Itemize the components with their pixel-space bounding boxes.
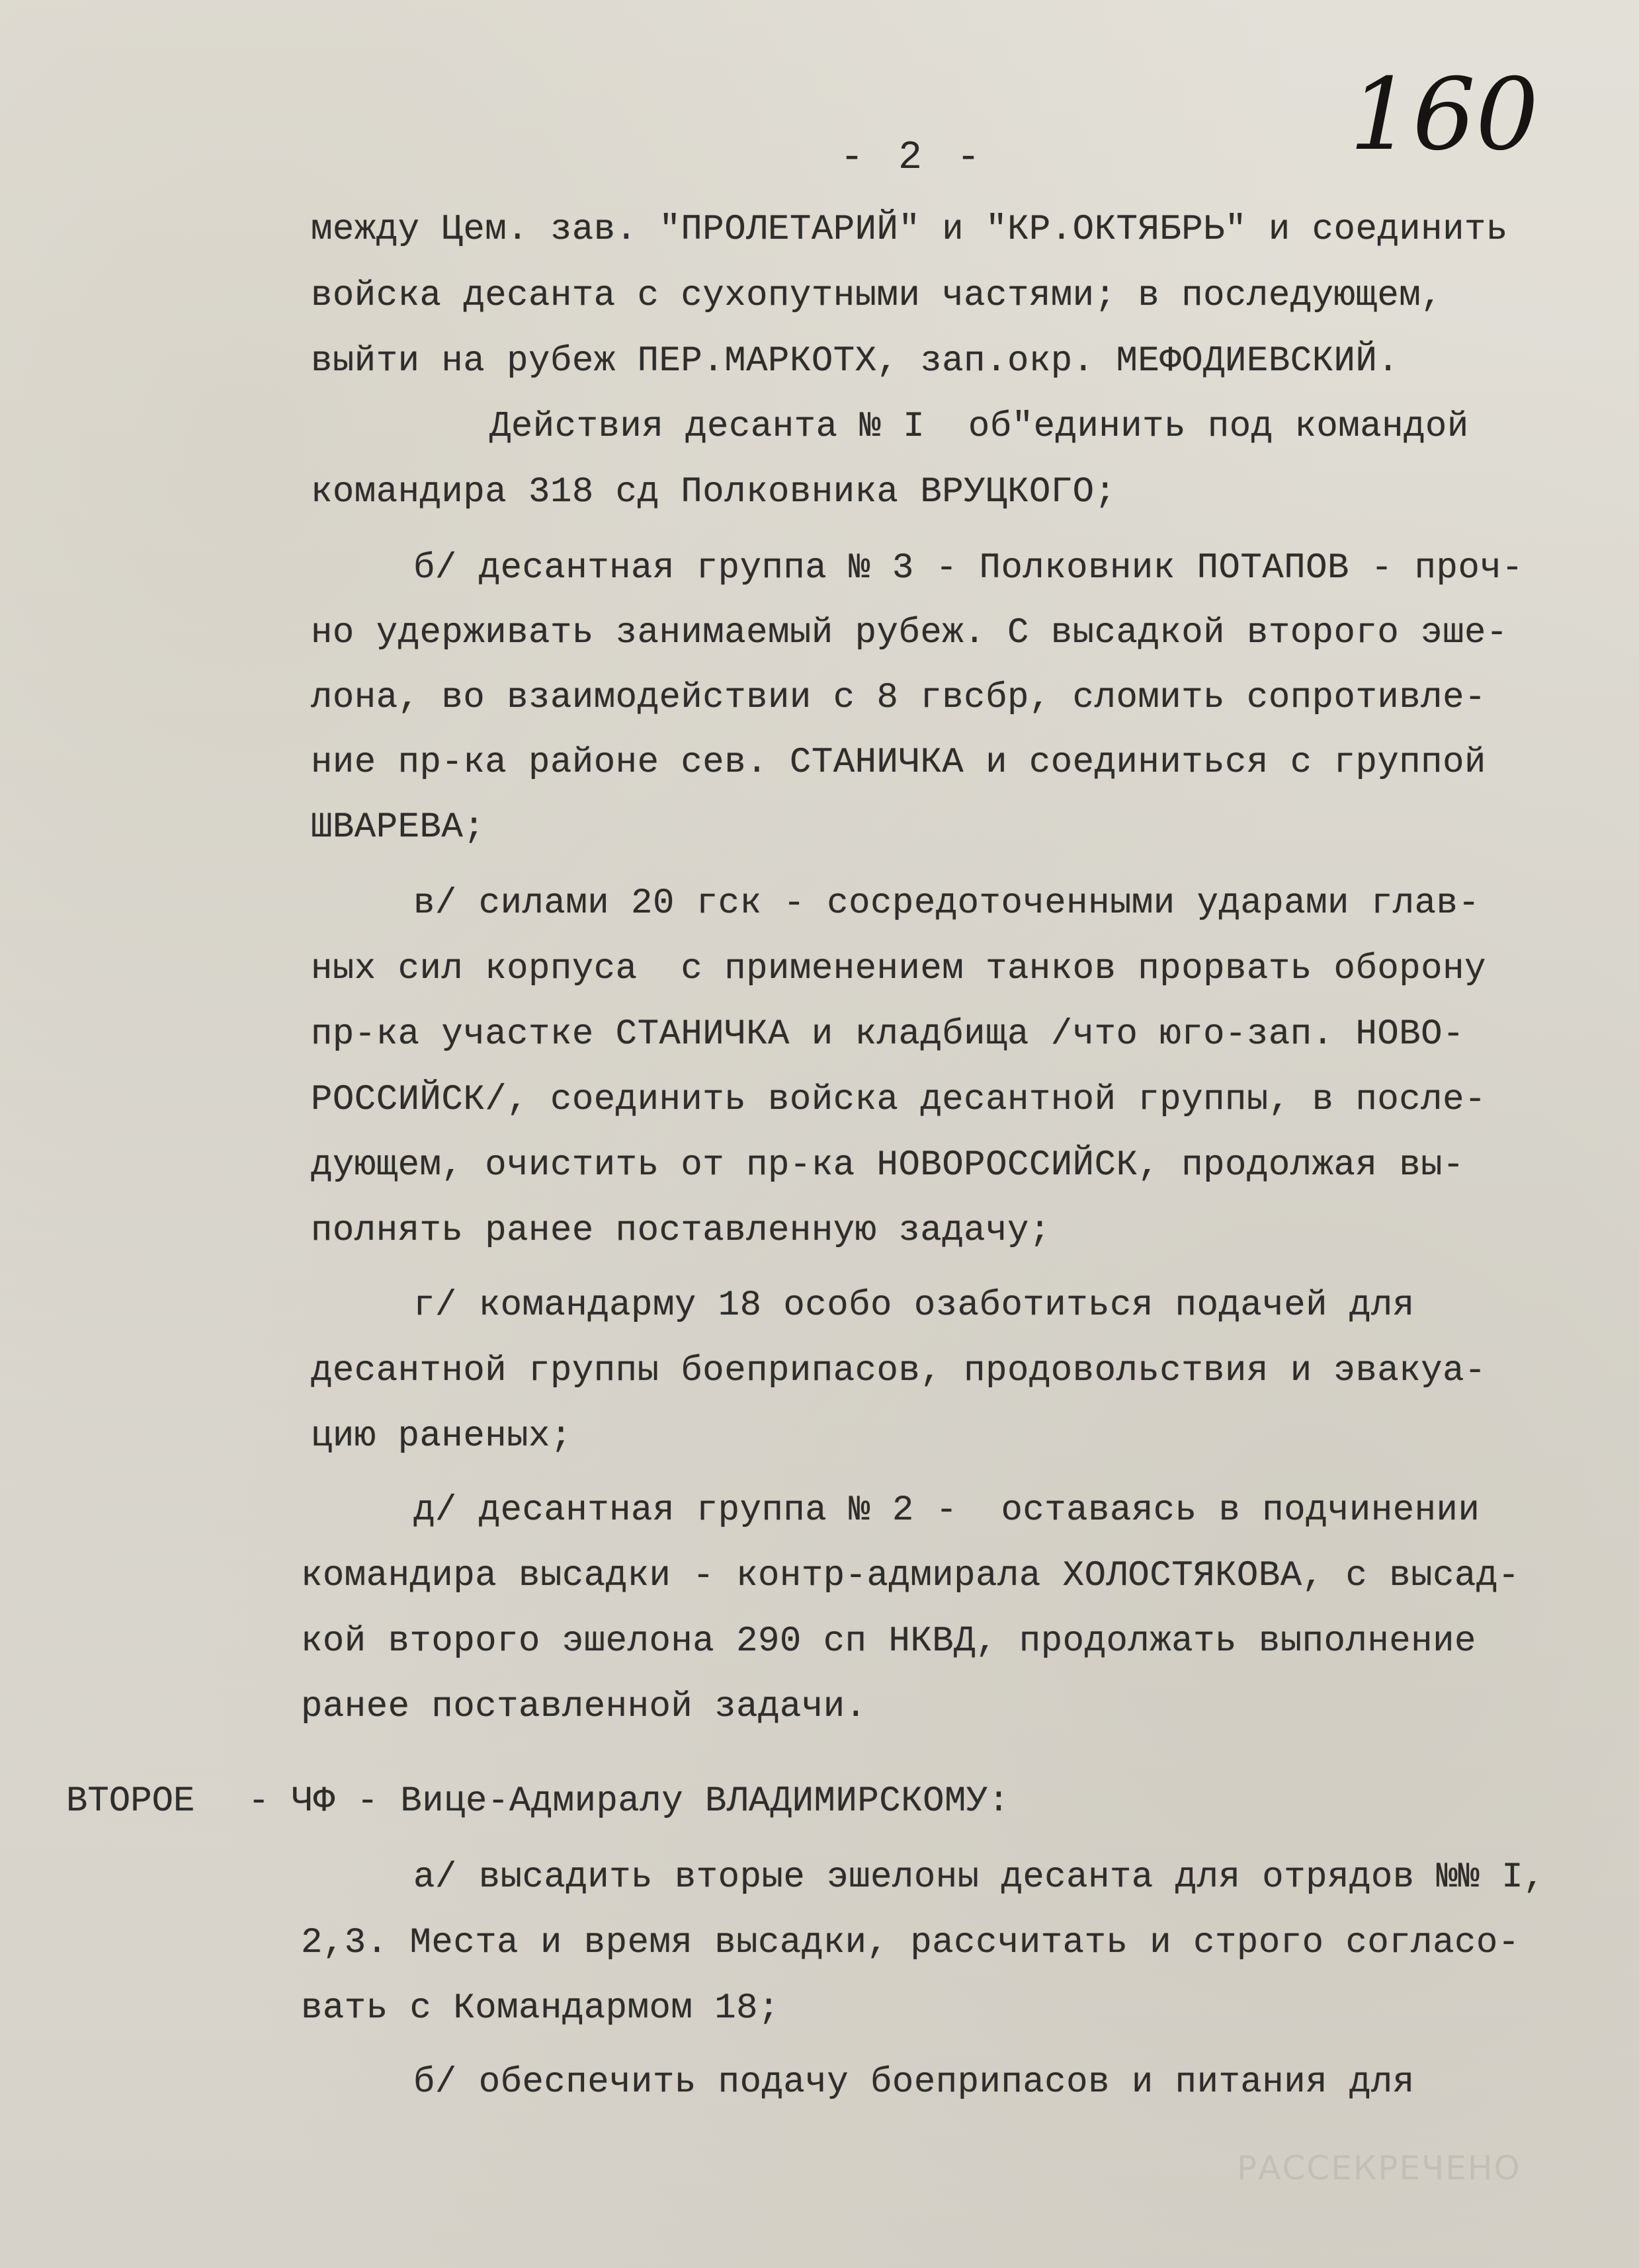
text-line: ных сил корпуса с применением танков прорвать оборону <box>311 949 1486 989</box>
declassified-stamp: РАССЕКРЕЧЕНО <box>1237 2149 1521 2187</box>
text-line: пр-ка участке СТАНИЧКА и кладбища /что юго-зап. НОВО- <box>311 1014 1464 1055</box>
text-line: - ЧФ - Вице-Адмиралу ВЛАДИМИРСКОМУ: <box>248 1781 1010 1822</box>
page-number: - 2 - <box>840 136 986 181</box>
text-line: цию раненых; <box>311 1416 572 1457</box>
text-line: а/ высадить вторые эшелоны десанта для отрядов №№ I, <box>413 1857 1546 1898</box>
text-line: г/ командарму 18 особо озаботиться подачей для <box>413 1285 1415 1326</box>
text-line: ранее поставленной задачи. <box>301 1687 867 1727</box>
text-line: кой второго эшелона 290 сп НКВД, продолжать выполнение <box>301 1621 1476 1662</box>
text-line: командира 318 сд Полковника ВРУЦКОГО; <box>311 472 1116 512</box>
text-line: 2,3. Места и время высадки, рассчитать и строго согласо- <box>301 1923 1520 1963</box>
text-line: Действия десанта № I об"единить под командой <box>489 407 1469 447</box>
text-line: между Цем. зав. "ПРОЛЕТАРИЙ" и "КР.ОКТЯБРЬ" и соединить <box>311 210 1508 250</box>
text-line: командира высадки - контр-адмирала ХОЛОСТЯКОВА, с высад- <box>301 1556 1520 1596</box>
text-line: ние пр-ка районе сев. СТАНИЧКА и соединиться с группой <box>311 743 1486 783</box>
section-label: ВТОРОЕ <box>66 1781 195 1822</box>
text-line: ШВАРЕВА; <box>311 807 485 848</box>
text-line: дующем, очистить от пр-ка НОВОРОССИЙСК, продолжая вы- <box>311 1145 1464 1186</box>
text-line: РОССИЙСК/, соединить войска десантной группы, в после- <box>311 1080 1486 1120</box>
text-line: выйти на рубеж ПЕР.МАРКОТХ, зап.окр. МЕФОДИЕВСКИЙ. <box>311 341 1400 382</box>
text-line: д/ десантная группа № 2 - оставаясь в подчинении <box>413 1490 1480 1531</box>
text-line: полнять ранее поставленную задачу; <box>311 1211 1051 1251</box>
text-line: в/ силами 20 гск - сосредоточенными ударами глав- <box>413 883 1480 924</box>
text-line: вать с Командармом 18; <box>301 1988 780 2029</box>
archive-page-number <box>1343 63 1541 175</box>
text-line: войска десанта с сухопутными частями; в последующем, <box>311 276 1443 316</box>
text-line: десантной группы боеприпасов, продовольствия и эвакуа- <box>311 1351 1486 1391</box>
text-line: б/ десантная группа № 3 - Полковник ПОТАПОВ - проч- <box>413 548 1524 588</box>
text-line: но удерживать занимаемый рубеж. С высадкой второго эше- <box>311 613 1508 653</box>
svg-text:160: 160 <box>1349 63 1539 173</box>
text-line: б/ обеспечить подачу боеприпасов и питания для <box>413 2062 1415 2103</box>
text-line: лона, во взаимодействии с 8 гвсбр, сломить сопротивле- <box>311 678 1486 718</box>
